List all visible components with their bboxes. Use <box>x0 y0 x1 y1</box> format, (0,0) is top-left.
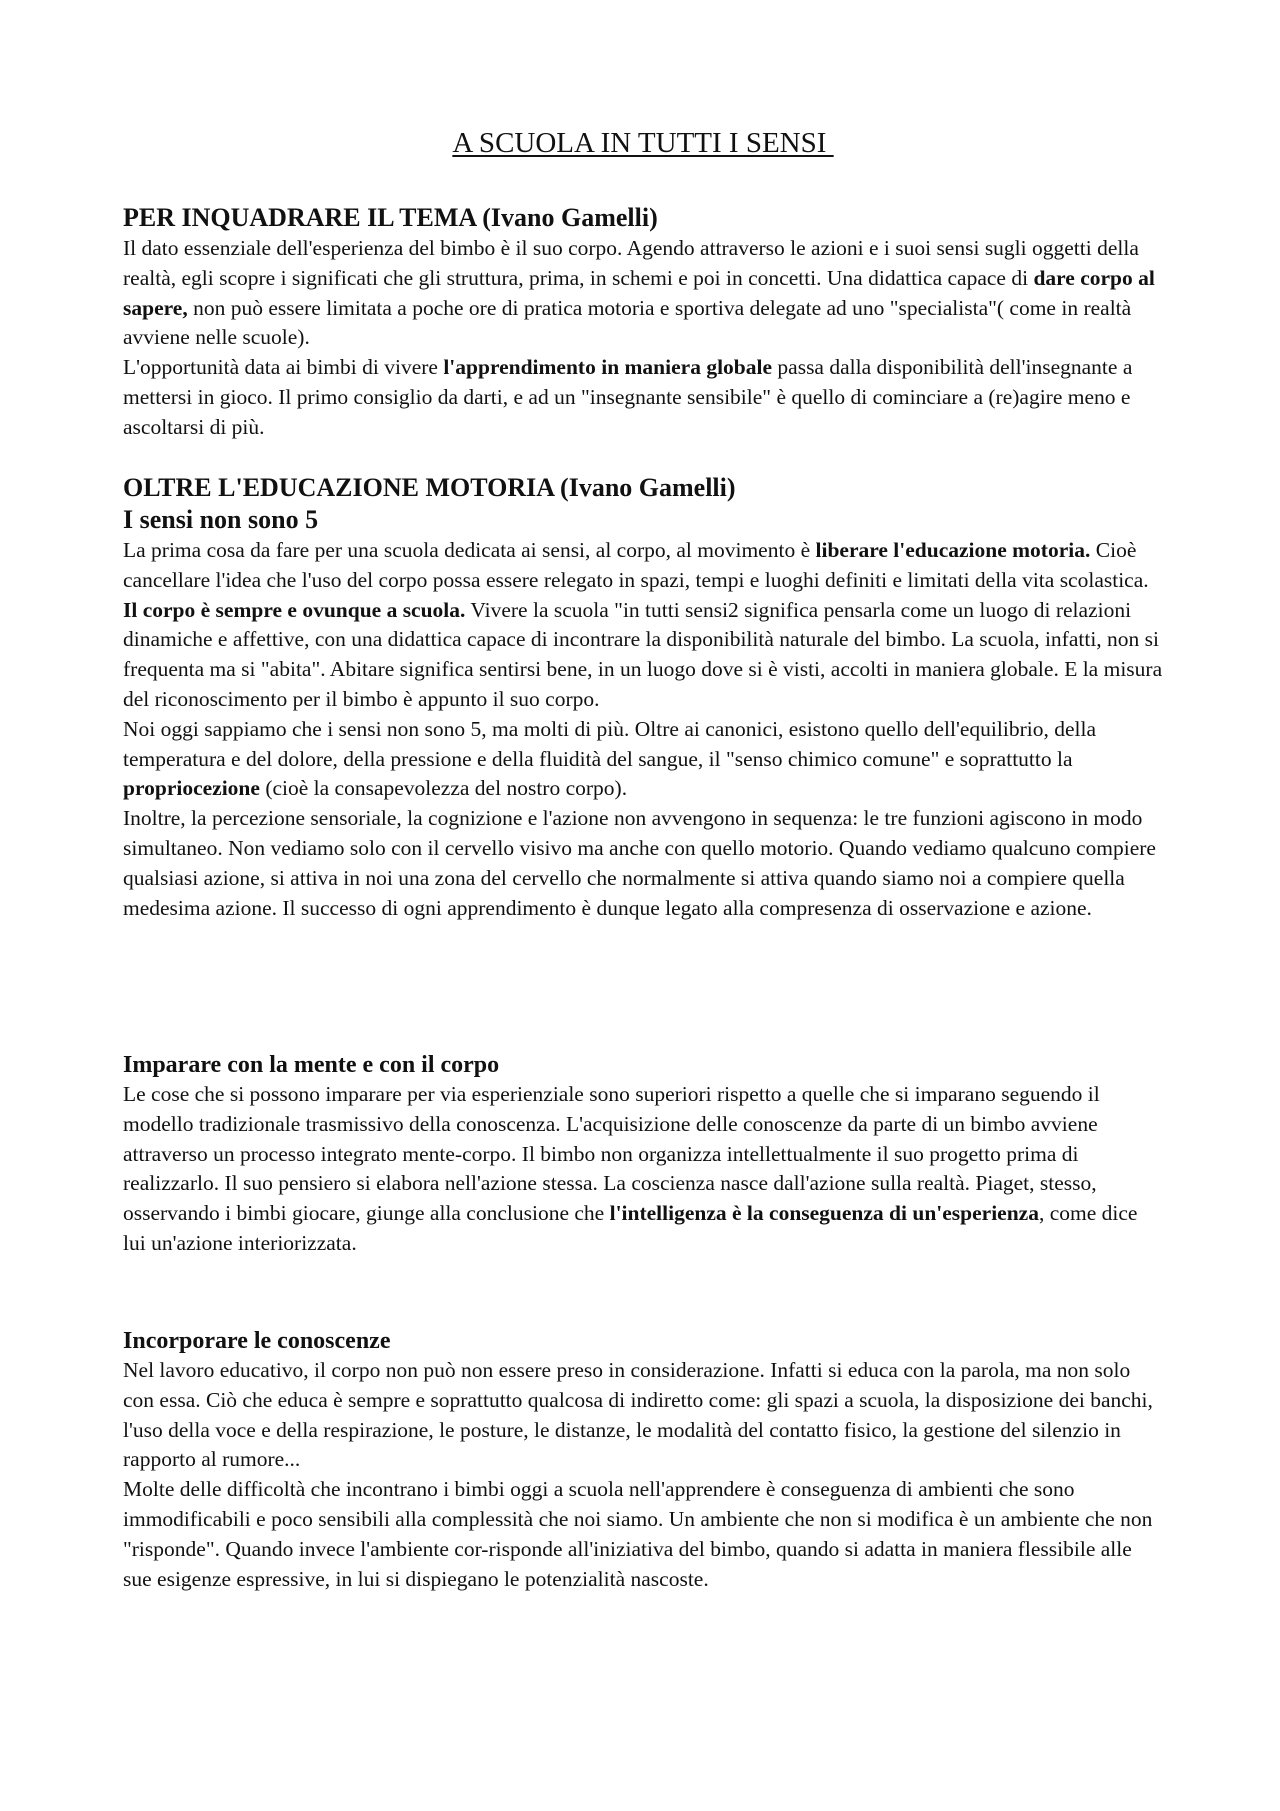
bold-phrase: liberare l'educazione motoria. <box>815 538 1091 562</box>
bold-phrase: Il corpo è sempre e ovunque a scuola. <box>123 597 466 622</box>
paragraph-text: (cioè la consapevolezza del nostro corpo). <box>259 776 628 801</box>
section-mente-corpo <box>123 1050 1163 1259</box>
paragraph-text: , come dice lui un'azione interiorizzata. <box>123 1201 1138 1255</box>
paragraph: Nel lavoro educativo, il corpo non può non essere preso in considerazione. Infatti si educa con la parola, ma non solo con essa. Ciò che educa è sempre e soprattutto qualcosa di indiretto come: gli spazi a scuola, la disposizione dei banchi, l'uso della voce e della respirazione, le posture, le distanze, le modalità del contatto fisico, la gestione del silenzio in rapporto al rumore... <box>123 1358 1153 1472</box>
paragraph-text: Noi oggi sappiamo che i sensi non sono 5, ma molti di più. Oltre ai canonici, esistono quello dell'equilibrio, della temperatura e del dolore, della pressione e della fluidità del sangue, il "senso chimico comune" e soprattutto la <box>123 716 1097 771</box>
paragraph-text: passa dalla disponibilità dell'insegnante a mettersi in gioco. Il primo consiglio da darti, e ad un "insegnante sensibile" è quello di cominciare a (re)agire meno e ascoltarsi di più. <box>123 355 1133 439</box>
paragraph: Inoltre, la percezione sensoriale, la cognizione e l'azione non avvengono in sequenza: le tre funzioni agiscono in modo simultaneo. Non vediamo solo con il cervello visivo ma anche con quello motorio. Quando vediamo qualcuno compiere qualsiasi azione, si attiva in noi una zona del cervello che normalmente si attiva quando siamo noi a compiere quella medesima azione. Il successo di ogni apprendimento è dunque legato alla compresenza di osservazione e azione. <box>123 806 1156 920</box>
section-inquadrare <box>123 202 1163 443</box>
section-heading-mente-corpo: Imparare con la mente e con il corpo <box>123 1052 500 1078</box>
bold-phrase: propriocezione <box>123 776 260 801</box>
paragraph <box>123 596 1163 715</box>
paragraph <box>123 234 1163 353</box>
bold-phrase: l'intelligenza è la conseguenza di un'esperienza <box>609 1201 1039 1226</box>
paragraph-text: Cioè cancellare l'idea che l'uso del corpo possa essere relegato in spazi, tempi e luoghi definiti e limitati della vita scolastica. <box>123 538 1149 592</box>
paragraph-text: Il dato essenziale dell'esperienza del bimbo è il suo corpo. Agendo attraverso le azioni e i suoi sensi sugli oggetti della realtà, egli scopre i significati che gli struttura, prima, in schemi e poi in concetti. Una didattica capace di <box>123 236 1139 290</box>
document-title <box>123 126 1163 160</box>
paragraph <box>123 1080 1163 1259</box>
paragraph-text: Le cose che si possono imparare per via esperienziale sono superiori rispetto a quelle che si imparano seguendo il modello tradizionale trasmissivo della conoscenza. L'acquisizione delle conoscenze da parte di un bimbo avviene attraverso un processo integrato mente-corpo. Il bimbo non organizza intellettualmente il suo progetto prima di realizzarlo. Il suo pensiero si elabora nell'azione stessa. La coscienza nasce dall'azione sulla realtà. Piaget, stesso, osservando i bimbi giocare, giunge alla conclusione che <box>123 1082 1100 1226</box>
section-heading-educazione-motoria: OLTRE L'EDUCAZIONE MOTORIA (Ivano Gamelli) <box>123 473 736 502</box>
section-educazione-motoria <box>123 472 1163 923</box>
paragraph-text: Vivere la scuola "in tutti sensi2 significa pensarla come un luogo di relazioni dinamiche e affettive, con una didattica capace di incontrare la disponibilità naturale del bimbo. La scuola, infatti, non si frequenta ma si "abita". Abitare significa sentirsi bene, in un luogo dove si è visti, accolti in maniera globale. E la misura del riconoscimento per il bimbo è appunto il suo corpo. <box>123 597 1163 711</box>
document-title-text: A SCUOLA IN TUTTI I SENSI <box>452 127 834 159</box>
paragraph-text: La prima cosa da fare per una scuola dedicata ai sensi, al corpo, al movimento è <box>123 538 816 562</box>
subheading-sensi: I sensi non sono 5 <box>123 505 319 534</box>
bold-phrase: l'apprendimento in maniera globale <box>443 355 773 380</box>
paragraph: Molte delle difficoltà che incontrano i bimbi oggi a scuola nell'apprendere è conseguenza di ambienti che sono immodificabili e poco sensibili alla complessità che noi siamo. Un ambiente che non si modifica è un ambiente che non "risponde". Quando invece l'ambiente cor-risponde all'iniziativa del bimbo, quando si adatta in maniera flessibile alle sue esigenze espressive, in lui si dispiegano le potenzialità nascoste. <box>123 1477 1153 1591</box>
bold-phrase: dare corpo al sapere, <box>123 265 1155 320</box>
paragraph <box>123 536 1163 596</box>
paragraph-text: L'opportunità data ai bimbi di vivere <box>123 355 444 380</box>
paragraph <box>123 353 1163 442</box>
section-heading-inquadrare: PER INQUADRARE IL TEMA (Ivano Gamelli) <box>123 203 658 232</box>
paragraph-text: non può essere limitata a poche ore di pratica motoria e sportiva delegate ad uno "specialista"( come in realtà avviene nelle scuole). <box>123 295 1132 350</box>
section-heading-incorporare: Incorporare le conoscenze <box>123 1328 391 1354</box>
paragraph <box>123 715 1163 804</box>
section-incorporare <box>123 1326 1163 1594</box>
